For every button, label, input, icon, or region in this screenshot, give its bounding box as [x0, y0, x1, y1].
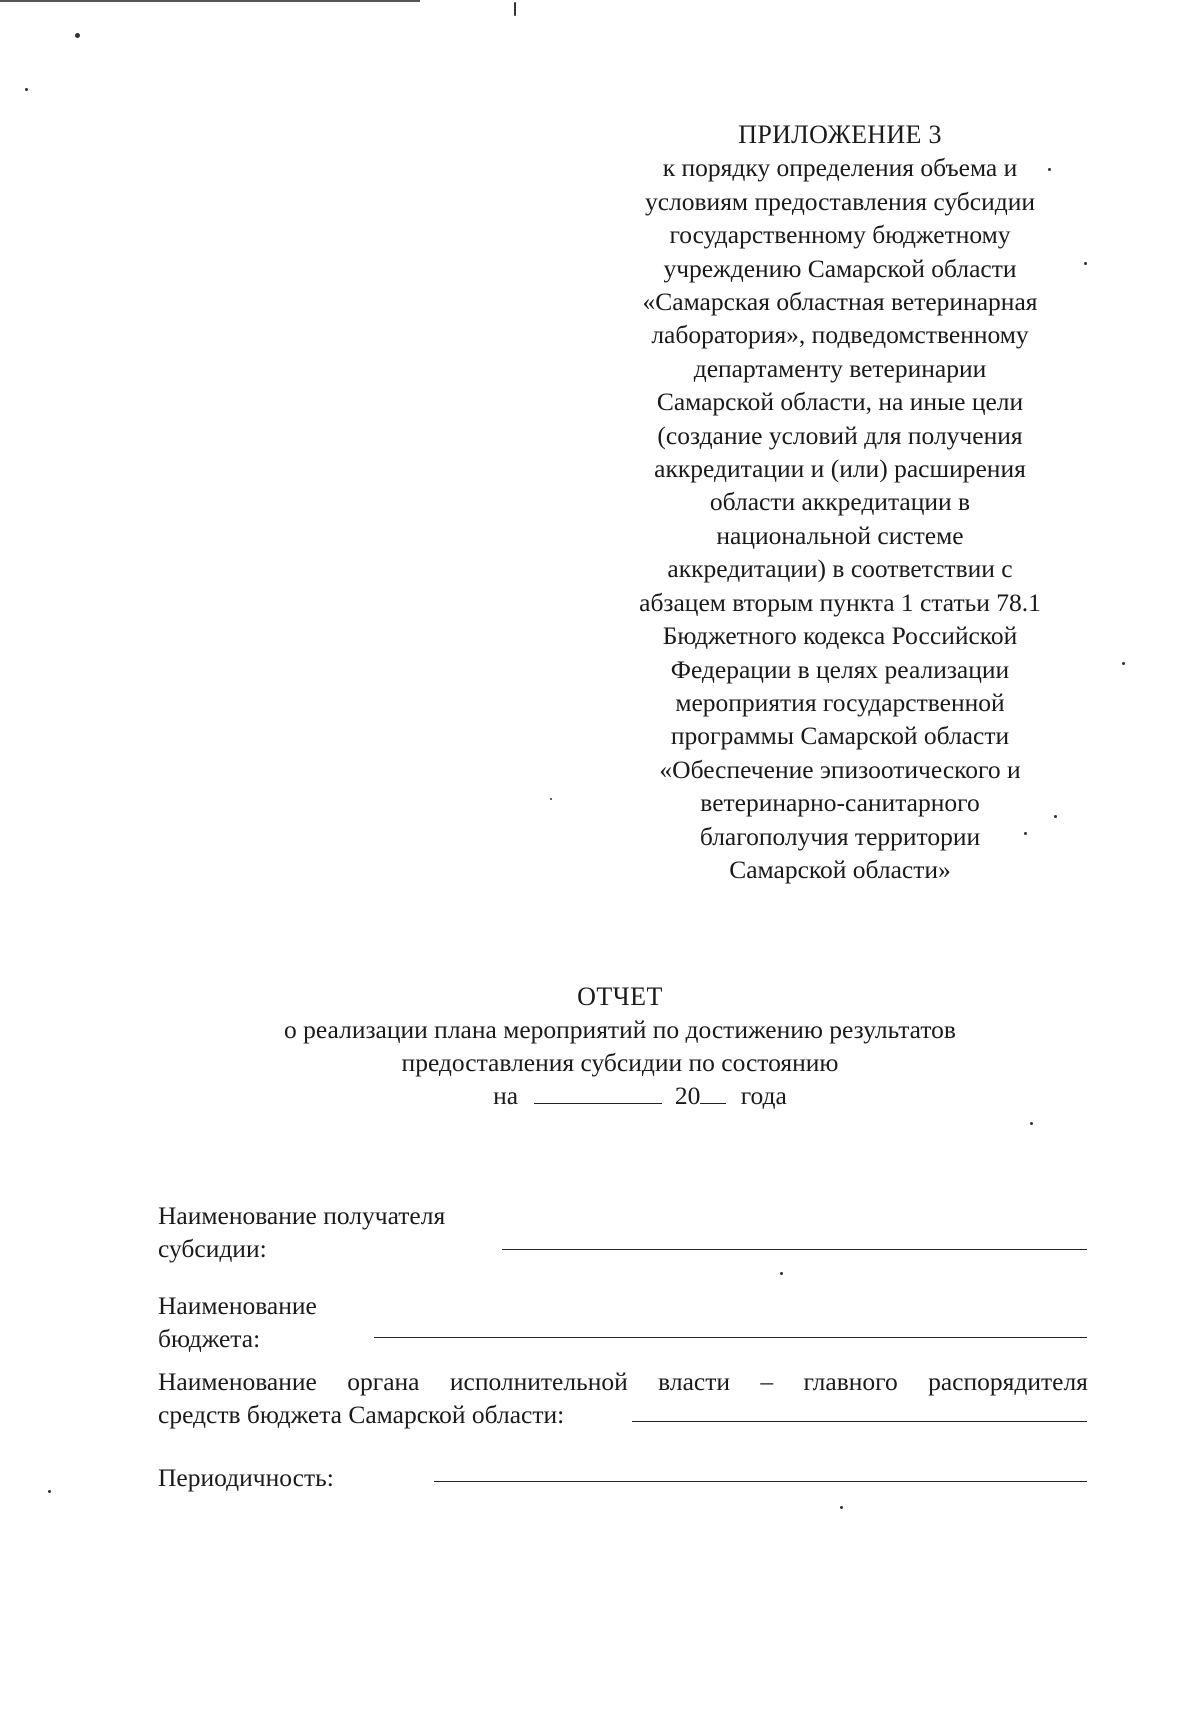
scan-speck [514, 2, 516, 16]
recipient-field [158, 1199, 445, 1265]
report-heading [150, 980, 1090, 1112]
authority-label-line: средств бюджета Самарской области: [158, 1400, 565, 1429]
scan-speck [48, 1490, 51, 1493]
appendix-line: программы Самарской области [670, 721, 1010, 751]
scan-edge-line [0, 0, 420, 2]
appendix-line: области аккредитации в [709, 487, 971, 517]
report-title: ОТЧЕТ [577, 982, 663, 1011]
authority-blank-field[interactable] [632, 1421, 1087, 1422]
appendix-line: «Обеспечение эпизоотического и [659, 754, 1021, 784]
report-date-line [150, 1079, 1090, 1112]
appendix-line: Бюджетного кодекса Российской [662, 621, 1018, 651]
appendix-line: к порядку определения объема и [662, 153, 1018, 183]
scan-speck [25, 88, 28, 91]
authority-word: главного [803, 1367, 898, 1396]
scan-speck [1084, 262, 1087, 265]
recipient-label: субсидии: [158, 1234, 267, 1263]
recipient-blank-field[interactable] [502, 1249, 1087, 1250]
appendix-line: аккредитации и (или) расширения [654, 454, 1026, 484]
periodicity-label: Периодичность: [158, 1463, 334, 1492]
appendix-line: аккредитации) в соответствии с [667, 554, 1013, 584]
appendix-line: абзацем вторым пункта 1 статьи 78.1 [639, 587, 1041, 617]
appendix-line: лаборатория», подведомственному [651, 320, 1029, 350]
appendix-line: ветеринарно-санитарного [700, 788, 980, 818]
scan-speck [780, 1272, 783, 1275]
budget-blank-field[interactable] [374, 1337, 1087, 1338]
appendix-line: Федерации в целях реализации [670, 654, 1010, 684]
scan-speck [75, 33, 80, 38]
periodicity-blank-field[interactable] [434, 1481, 1087, 1482]
scan-speck [1030, 1122, 1033, 1125]
recipient-label: Наименование получателя [158, 1201, 446, 1230]
appendix-title: ПРИЛОЖЕНИЕ 3 [738, 120, 942, 149]
authority-word: распорядителя [928, 1367, 1088, 1396]
appendix-line: учреждению Самарской области [663, 253, 1017, 283]
appendix-block [600, 118, 1080, 886]
year-suffix: года [740, 1081, 787, 1110]
report-subtitle-line: предоставления субсидии по состоянию [401, 1048, 839, 1077]
date-blank-field[interactable] [534, 1081, 662, 1104]
date-prefix: на [493, 1081, 519, 1110]
appendix-line: Самарской области» [729, 854, 951, 884]
budget-field [158, 1289, 317, 1355]
appendix-line: условиям предоставления субсидии [644, 186, 1036, 216]
authority-word: власти [658, 1367, 731, 1396]
appendix-line: мероприятия государственной [675, 687, 1005, 717]
appendix-line: национальной системе [716, 520, 964, 550]
year-blank-field[interactable] [700, 1081, 726, 1104]
appendix-line: «Самарская областная ветеринарная [642, 287, 1038, 317]
appendix-line: государственному бюджетному [669, 220, 1011, 250]
year-prefix: 20 [674, 1081, 701, 1110]
scan-speck [840, 1506, 843, 1509]
authority-word: органа [347, 1367, 420, 1396]
scan-speck [1122, 662, 1125, 665]
report-subtitle-line: о реализации плана мероприятий по достижению результатов [284, 1015, 956, 1044]
appendix-line: департаменту ветеринарии [693, 353, 987, 383]
authority-word: – [760, 1367, 774, 1396]
authority-label-line [158, 1365, 1088, 1398]
periodicity-field [158, 1461, 334, 1494]
authority-word: Наименование [158, 1367, 317, 1396]
appendix-line: Самарской области, на иные цели [656, 387, 1024, 417]
scan-speck [550, 798, 552, 800]
authority-word: исполнительной [449, 1367, 628, 1396]
budget-label: Наименование [158, 1291, 317, 1320]
budget-label: бюджета: [158, 1324, 261, 1353]
appendix-line: (создание условий для получения [657, 420, 1023, 450]
appendix-line: благополучия территории [699, 821, 981, 851]
